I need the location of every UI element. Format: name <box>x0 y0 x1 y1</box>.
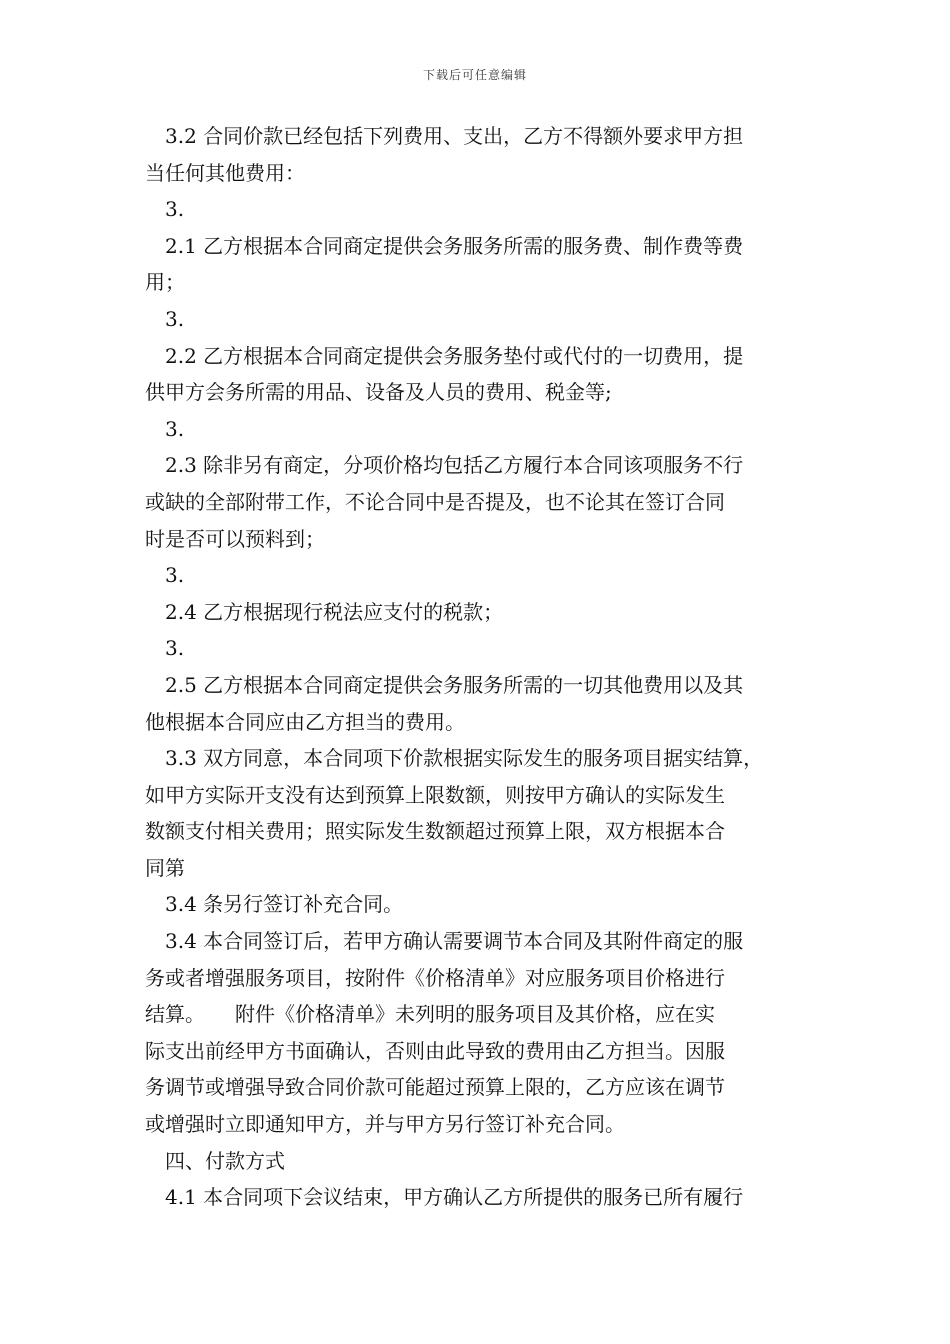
document-body <box>145 118 825 1216</box>
text-line: 用； <box>145 270 185 295</box>
paragraph <box>145 923 825 1143</box>
paragraph <box>145 630 825 667</box>
paragraph <box>145 667 825 740</box>
paragraph <box>145 411 825 448</box>
text-line: 3.4 本合同签订后，若甲方确认需要调节本合同及其附件商定的服 <box>165 929 744 954</box>
text-line: 务调节或增强导致合同价款可能超过预算上限的，乙方应该在调节 <box>145 1075 725 1100</box>
text-line: 同第 <box>145 855 185 880</box>
paragraph <box>145 447 825 557</box>
paragraph <box>145 740 825 886</box>
text-line: 四、付款方式 <box>165 1148 285 1173</box>
text-line: 或增强时立即通知甲方，并与甲方另行签订补充合同。 <box>145 1112 625 1137</box>
text-line: 3.4 条另行签订补充合同。 <box>165 892 404 917</box>
text-line: 2.4 乙方根据现行税法应支付的税款； <box>165 599 504 624</box>
paragraph <box>145 557 825 594</box>
paragraph <box>145 301 825 338</box>
text-line: 2.1 乙方根据本合同商定提供会务服务所需的服务费、制作费等费 <box>165 233 744 258</box>
section-heading <box>145 1143 825 1180</box>
text-line: 3. <box>165 636 185 661</box>
paragraph <box>145 594 825 631</box>
paragraph <box>145 1179 825 1216</box>
text-line: 供甲方会务所需的用品、设备及人员的费用、税金等; <box>145 380 612 405</box>
text-line: 3. <box>165 197 185 222</box>
text-line: 2.3 除非另有商定，分项价格均包括乙方履行本合同该项服务不行 <box>165 453 744 478</box>
page-header: 下载后可任意编辑 <box>422 68 527 82</box>
text-line: 务或者增强服务项目，按附件《价格清单》对应服务项目价格进行 <box>145 965 725 990</box>
text-line: 3. <box>165 306 185 331</box>
text-line: 数额支付相关费用；照实际发生数额超过预算上限，双方根据本合 <box>145 819 725 844</box>
text-line: 3. <box>165 563 185 588</box>
text-line: 3. <box>165 416 185 441</box>
text-line: 2.2 乙方根据本合同商定提供会务服务垫付或代付的一切费用，提 <box>165 343 744 368</box>
text-line: 际支出前经甲方书面确认，否则由此导致的费用由乙方担当。因服 <box>145 1038 725 1063</box>
paragraph <box>145 886 825 923</box>
text-line: 3.2 合同价款已经包括下列费用、支出，乙方不得额外要求甲方担 <box>165 124 744 148</box>
text-line: 2.5 乙方根据本合同商定提供会务服务所需的一切其他费用以及其 <box>165 672 744 697</box>
text-line: 时是否可以预料到； <box>145 526 325 551</box>
text-line: 结算。 附件《价格清单》未列明的服务项目及其价格，应在实 <box>145 1002 715 1027</box>
text-line: 当任何其他费用： <box>145 160 305 185</box>
paragraph <box>145 228 825 301</box>
text-line: 他根据本合同应由乙方担当的费用。 <box>145 709 465 734</box>
text-line: 4.1 本合同项下会议结束，甲方确认乙方所提供的服务已所有履行 <box>165 1185 744 1210</box>
paragraph <box>145 191 825 228</box>
paragraph <box>145 338 825 411</box>
text-line: 3.3 双方同意，本合同项下价款根据实际发生的服务项目据实结算， <box>165 746 764 771</box>
paragraph <box>145 118 825 191</box>
text-line: 如甲方实际开支没有达到预算上限数额，则按甲方确认的实际发生 <box>145 782 725 807</box>
text-line: 或缺的全部附带工作，不论合同中是否提及，也不论其在签订合同 <box>145 489 725 514</box>
